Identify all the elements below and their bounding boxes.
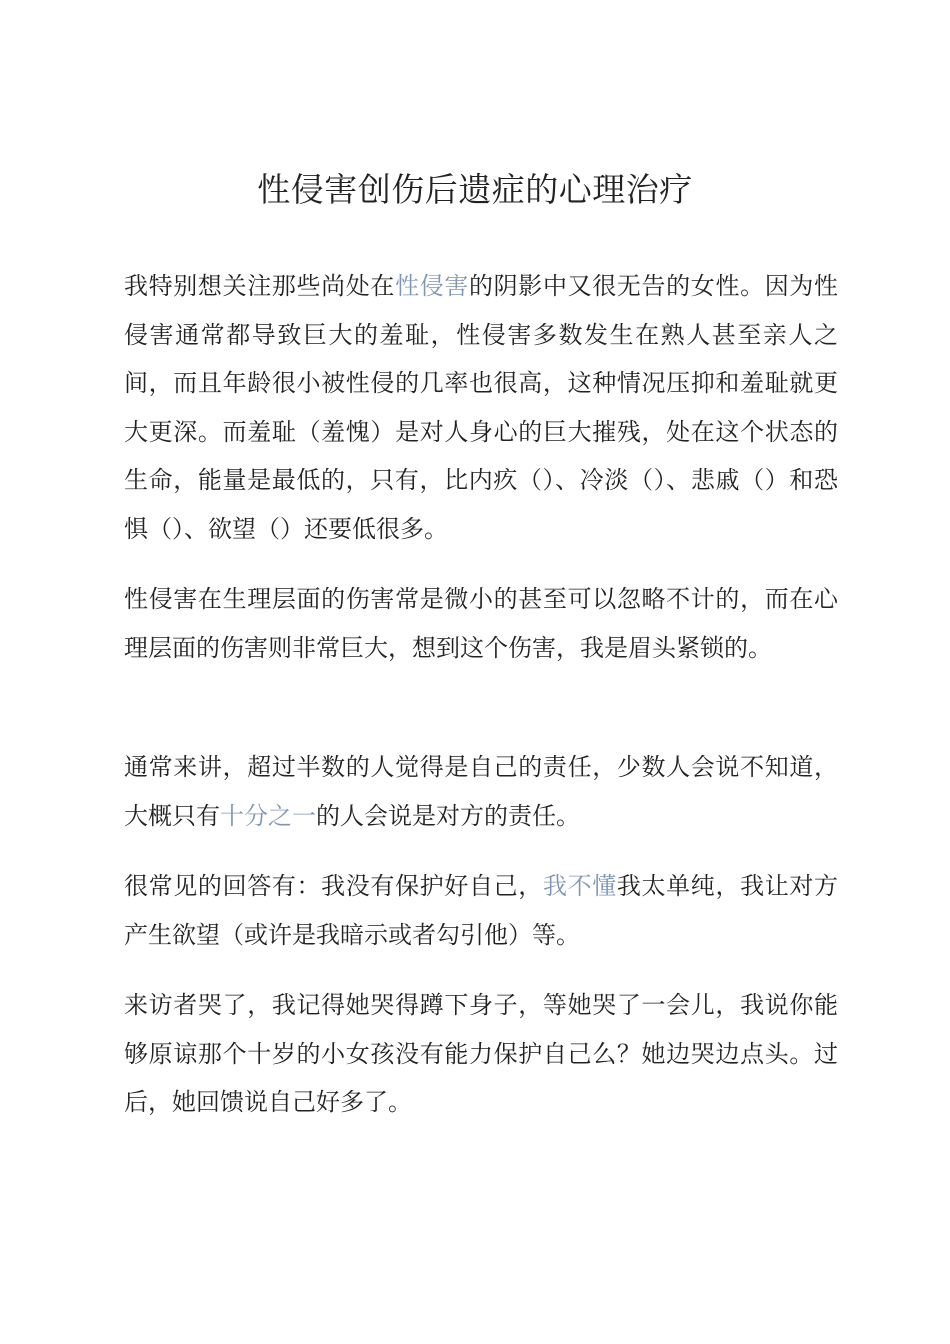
document-title: 性侵害创伤后遗症的心理治疗 [257, 170, 693, 209]
paragraph-3-text-a: 通常来讲，超过半数的人觉得是自己的责任，少数人会说不知道，大概只有 [124, 753, 838, 830]
paragraph-4-text-a: 很常见的回答有：我没有保护好自己， [124, 872, 543, 900]
paragraph-1-text-a: 我特别想关注那些尚处在 [124, 272, 396, 300]
paragraph-4-text-b: 我太单纯，我让对方产生欲望（或许是我暗示或者勾引他）等。 [124, 872, 839, 949]
link-sexual-assault[interactable]: 性侵害 [395, 272, 470, 300]
paragraph-5-text: 来访者哭了，我记得她哭得蹲下身子，等她哭了一会儿，我说你能够原谅那个十岁的小女孩没有能力保护自己么？她边哭边点头。过后，她回馈说自己好多了。 [124, 991, 838, 1116]
paragraph-1 [124, 262, 838, 553]
paragraph-3-text-b: 的人会说是对方的责任。 [316, 801, 580, 830]
article-body [124, 262, 838, 1149]
link-one-tenth[interactable]: 十分之一 [220, 801, 316, 830]
paragraph-4 [124, 862, 838, 959]
paragraph-5 [124, 981, 838, 1127]
link-i-dont-understand[interactable]: 我不懂 [542, 872, 617, 900]
paragraph-3 [124, 743, 838, 840]
paragraph-2-text: 性侵害在生理层面的伤害常是微小的甚至可以忽略不计的，而在心理层面的伤害则非常巨大，想到这个伤害，我是眉头紧锁的。 [124, 585, 838, 662]
paragraph-2 [124, 575, 838, 721]
paragraph-1-text-b: 的阴影中又很无告的女性。因为性侵害通常都导致巨大的羞耻，性侵害多数发生在熟人甚至亲人之间，而且年龄很小被性侵的几率也很高，这种情况压抑和羞耻就更大更深。而羞耻（羞愧）是对人身心的巨大摧残，处在这个状态的生命，能量是最低的，只有，比内疚（）、冷淡（）、悲戚（）和恐惧（）、欲望（）还要低很多。 [124, 272, 839, 543]
